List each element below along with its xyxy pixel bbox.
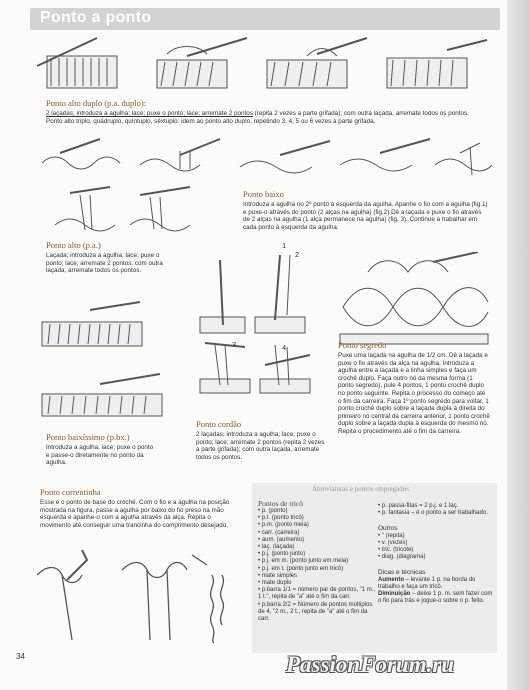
segredo-net-illustration	[338, 252, 490, 347]
fig-label-4: 4	[282, 343, 287, 352]
abbr-item: • p. passa-fitas = 2 p.j. e 1 laç.	[378, 503, 459, 509]
page-spine	[507, 0, 529, 690]
abbr-col2-list	[378, 503, 496, 605]
corrente-diagram	[32, 545, 242, 645]
alto-duplo-illustrations	[32, 36, 502, 94]
abbr-item: • p. (ponto)	[258, 508, 288, 514]
aumento-item	[378, 577, 496, 591]
cordao-heading: Ponto cordão	[196, 419, 242, 429]
abbr-item: • diag. (diagrama)	[378, 554, 426, 561]
segredo-text: Puxe uma laçada na agulha de 1/2 cm. Dê a laçada e puxe o fio através da alça na agulha. Introduza a agulha entre a laçada e a linha simples e faça um crochê duplo. Faça outro nó da mesma forma (1 ponto segredo), pule 4 pontos, 1 ponto crochê duplo no ponto seguinte. Repita o processo do começo até o fim da carreira. Faça 1º ponto segredo para voltar, 1 ponto crochê duplo sobre a laçada dupla à direita do primeiro nó central da carreira anterior, 1 ponto crochê duplo sobre a laçada dupla à esquerda do mesmo nó. Repita o procedimento até o fim da carreira.	[338, 352, 490, 435]
page-number: 34	[16, 652, 25, 661]
abbr-item: • laç. (laçada)	[258, 544, 295, 551]
baixo-text: Introduza a agulha no 2º ponto à esquerda da agulha. Apanhe o fio com a agulha (fig.1) e puxe-o através do ponto (2 alças na agulha) (fig.2) Dê a laçada e puxe o fio através de 2 alças na agulha (1 alça permanece na agulha) (fig. 3). Continue a trabalhar em cada ponto à esquerda da agulha.	[243, 201, 488, 231]
dicas-title: Dicas e técnicas	[378, 569, 426, 577]
cordao-text: 2 laçadas; introduza a agulha; lace; puxe o ponto; lace; arremate 2 pontos (repita 2 vezes a parte grifada); com outra laçada, arremate todos os pontos.	[196, 431, 325, 461]
watermark: PassionForum.ru	[286, 652, 455, 677]
baixissimo-text: Introduza a agulha, lace; puxe o ponto e passe-o diretamente no ponto da agulha.	[46, 444, 154, 467]
abbr-heading: Abreviaturas e pontos empregados	[312, 485, 409, 493]
alto-duplo-text	[46, 110, 474, 125]
baixo-figures	[195, 255, 315, 395]
segredo-heading: Ponto segredo	[338, 340, 387, 350]
ponto-alto-illustrations	[50, 185, 200, 235]
abbr-item: • tric. (tricote)	[378, 547, 414, 554]
fig-label-2: 2	[295, 250, 300, 259]
baixo-heading: Ponto baixo	[243, 189, 284, 199]
diminuicao-label: Diminuição	[378, 591, 411, 598]
crochet-hook-diagram	[32, 36, 502, 94]
abbr-item: • carr. (carreira)	[258, 529, 300, 536]
fig-label-3: 3	[232, 340, 237, 349]
alto-duplo-text-underlined: 2 laçadas; introduza a agulha; lace; puxe o ponto; lace; arremate 2 pontos	[46, 110, 253, 117]
abbr-item: • mate simples	[258, 572, 298, 579]
abbr-item: • p. fantasia – é o ponto a ser trabalhado.	[378, 510, 488, 517]
diminuicao-text: – deixe 1 p. m. sem fazer com o fio para trás e jogue-o sobre o p. feito.	[378, 591, 493, 605]
corrente-illustrations	[32, 545, 242, 645]
outros-title: Outros	[378, 525, 398, 533]
alto-text: Laçada; introduza a agulha; lace; puxe o ponto; lace; arremate 2 pontos; com outra laçada, arremate todos os pontos.	[46, 252, 163, 275]
abbr-item: • p.j. (ponto junto)	[258, 551, 306, 558]
baixissimo-diagram	[40, 370, 170, 420]
rows-diagram	[40, 300, 150, 350]
alto-heading: Ponto alto (p.a.)	[46, 240, 101, 250]
abbr-item: • p.m. (ponto meia)	[258, 522, 309, 529]
abbr-item: • p.barra 2/2 = Número de pontos múltiplos de 4, "2 m., 2 t., repita de "a" até o fim da carr.	[258, 601, 373, 623]
net-diagram	[338, 252, 490, 347]
chain-diagram	[40, 133, 495, 181]
baixissimo-heading: Ponto baixíssimo (p.bx.)	[46, 432, 130, 442]
abbr-item: • " (repita)	[378, 532, 405, 539]
abbr-item: • v. (vezes)	[378, 539, 408, 546]
hook-diagram	[50, 185, 200, 235]
baixissimo-illustration	[40, 370, 170, 420]
abbr-item: • aum. (aumento)	[258, 536, 305, 543]
fig-label-1: 1	[282, 241, 287, 250]
aumento-text: – levante 1 p. na borda do trabalho e faça um tricô.	[378, 576, 476, 590]
corrente-heading: Ponto correntinha	[40, 487, 101, 497]
abbr-item: • p.j. em m. (ponto junto em meia)	[258, 558, 349, 565]
abbr-col1-title: Pontos de tricô	[258, 499, 303, 508]
page-title: Ponto a ponto	[40, 9, 152, 26]
abbr-item: • p.barra 1/1 = número par de pontos, "1 m., 1 t.", repita de "a" até o fim da carr.	[258, 587, 376, 601]
alto-duplo-text-rest: (repita 2 vezes a parte grifada); com outra laçada, arremate todos os pontos. Ponto alto triplo, quádruplo, quíntuplo, sêxtuplo: idem ao ponto alto duplo, repetindo 3, 4, 5 ou 6 vezes a parte grifada.	[46, 110, 469, 125]
diminuicao-item	[378, 591, 496, 605]
ponto-alto-chain-illustrations	[40, 133, 495, 181]
stitch-diagram	[195, 255, 315, 395]
alto-rows-illustration	[40, 300, 150, 350]
abbr-item: • p.t. (ponto tricô)	[258, 515, 304, 522]
aumento-label: Aumento	[378, 576, 404, 583]
corrente-text: Esse é o ponto de base do crochê. Com o fio e a agulha na posição mostrada na figura, passe a agulha por baixo do fio preso na mão esquerda e apanhe-o com a agulha através da alça. Repita o movimento até conseguir uma trancinha do comprimento desejado.	[40, 499, 230, 529]
abbr-item: • p.j. em t. (ponto junto em tricô)	[258, 565, 344, 572]
abbr-col1-list	[258, 508, 378, 623]
abbr-item: • mate duplo	[258, 580, 292, 587]
alto-duplo-heading: Ponto alto duplo (p.a. duplo):	[46, 98, 147, 108]
